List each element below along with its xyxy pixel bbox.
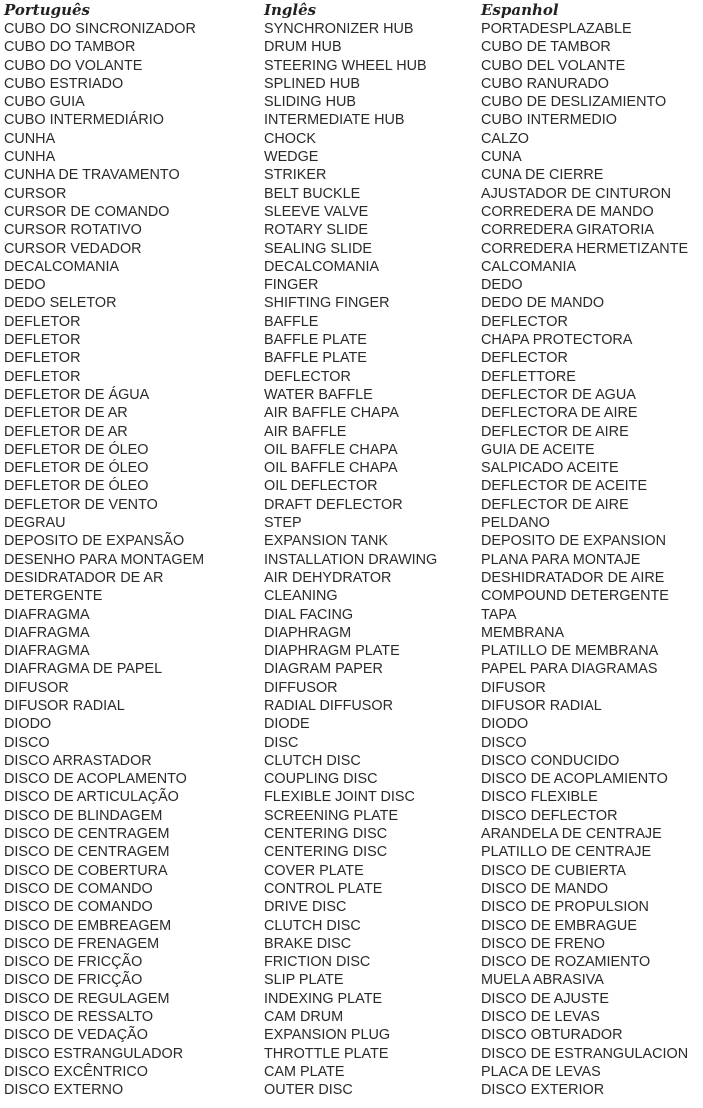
cell-english: COVER PLATE xyxy=(264,862,364,879)
cell-spanish: DEFLECTOR xyxy=(481,350,568,367)
cell-spanish: DEFLECTOR DE ACEITE xyxy=(481,478,648,495)
table-row xyxy=(0,294,703,312)
cell-spanish: CALCOMANIA xyxy=(481,258,577,275)
cell-english: STEERING WHEEL HUB xyxy=(264,57,427,74)
cell-spanish: DISCO OBTURADOR xyxy=(481,1027,623,1044)
table-row xyxy=(0,240,703,258)
cell-english: BRAKE DISC xyxy=(264,935,352,952)
table-row xyxy=(0,788,703,806)
cell-spanish: PORTADESPLAZABLE xyxy=(481,21,632,37)
cell-english: THROTTLE PLATE xyxy=(264,1045,389,1062)
table-row xyxy=(0,807,703,825)
cell-english: CLEANING xyxy=(264,588,338,605)
table-row xyxy=(0,368,703,386)
cell-spanish: CORREDERA HERMETIZANTE xyxy=(481,240,689,257)
table-row xyxy=(0,660,703,678)
cell-portuguese: DISCO DE COBERTURA xyxy=(4,862,168,879)
cell-portuguese: DISCO DE ACOPLAMENTO xyxy=(4,771,187,788)
cell-portuguese: DISCO ARRASTADOR xyxy=(4,752,152,769)
cell-spanish: DIFUSOR RADIAL xyxy=(481,697,602,714)
table-row xyxy=(0,953,703,971)
cell-portuguese: CUBO DO SINCRONIZADOR xyxy=(4,21,196,37)
cell-portuguese: CUNHA DE TRAVAMENTO xyxy=(4,167,180,184)
cell-portuguese: DISCO DE CENTRAGEM xyxy=(4,844,170,861)
cell-spanish: PLATILLO DE CENTRAJE xyxy=(481,844,652,861)
cell-spanish: DEFLECTORA DE AIRE xyxy=(481,405,638,422)
cell-english: DEFLECTOR xyxy=(264,368,351,385)
table-row xyxy=(0,1081,703,1099)
glossary-table xyxy=(0,20,703,1100)
table-row xyxy=(0,496,703,514)
cell-spanish: CUBO DE DESLIZAMIENTO xyxy=(481,94,667,111)
cell-english: SPLINED HUB xyxy=(264,75,360,92)
cell-portuguese: CUBO DO TAMBOR xyxy=(4,39,136,56)
cell-portuguese: CUBO ESTRIADO xyxy=(4,75,124,92)
cell-spanish: CUBO DEL VOLANTE xyxy=(481,57,626,74)
cell-english: AIR DEHYDRATOR xyxy=(264,569,392,586)
table-row xyxy=(0,514,703,532)
cell-spanish: CUBO DE TAMBOR xyxy=(481,39,611,56)
cell-portuguese: DISCO DE REGULAGEM xyxy=(4,990,170,1007)
cell-english: DRUM HUB xyxy=(264,39,342,56)
cell-spanish: PELDANO xyxy=(481,515,550,532)
table-row xyxy=(0,917,703,935)
cell-portuguese: DESIDRATADOR DE AR xyxy=(4,569,164,586)
cell-spanish: CALZO xyxy=(481,130,529,147)
table-row xyxy=(0,734,703,752)
cell-spanish: DISCO xyxy=(481,734,527,751)
cell-spanish: DEDO xyxy=(481,277,523,294)
table-row xyxy=(0,423,703,441)
table-row xyxy=(0,111,703,129)
cell-spanish: DEFLECTOR DE AIRE xyxy=(481,423,629,440)
cell-english: COUPLING DISC xyxy=(264,771,378,788)
cell-english: EXPANSION PLUG xyxy=(264,1027,391,1044)
cell-portuguese: DEFLETOR xyxy=(4,332,81,349)
cell-portuguese: DEFLETOR xyxy=(4,313,81,330)
cell-english: CAM DRUM xyxy=(264,1009,344,1026)
cell-english: CHOCK xyxy=(264,130,316,147)
table-row xyxy=(0,752,703,770)
cell-portuguese: DEFLETOR xyxy=(4,350,81,367)
cell-portuguese: DEFLETOR DE ÓLEO xyxy=(4,460,149,477)
header-spanish: Espanhol xyxy=(481,1,559,19)
cell-spanish: DISCO DE FRENO xyxy=(481,935,605,952)
cell-english: DIAL FACING xyxy=(264,606,354,623)
cell-english: CLUTCH DISC xyxy=(264,752,361,769)
cell-english: DRAFT DEFLECTOR xyxy=(264,496,403,513)
table-row xyxy=(0,715,703,733)
cell-english: RADIAL DIFFUSOR xyxy=(264,697,393,714)
table-row xyxy=(0,679,703,697)
cell-portuguese: DIAFRAGMA xyxy=(4,606,90,623)
cell-portuguese: DEFLETOR DE ÓLEO xyxy=(4,478,149,495)
cell-portuguese: DISCO DE FRICÇÃO xyxy=(4,972,143,989)
cell-english: DRIVE DISC xyxy=(264,899,347,916)
table-row xyxy=(0,313,703,331)
cell-english: BAFFLE xyxy=(264,313,319,330)
cell-portuguese: DISCO DE COMANDO xyxy=(4,899,153,916)
cell-portuguese: DETERGENTE xyxy=(4,588,103,605)
table-row xyxy=(0,880,703,898)
cell-english: DECALCOMANIA xyxy=(264,258,380,275)
table-row xyxy=(0,990,703,1008)
column-headers xyxy=(0,0,703,20)
cell-spanish: DISCO DE PROPULSION xyxy=(481,899,649,916)
table-row xyxy=(0,148,703,166)
table-row xyxy=(0,57,703,75)
cell-spanish: CUBO RANURADO xyxy=(481,75,609,92)
cell-english: SLIP PLATE xyxy=(264,972,344,989)
cell-portuguese: DEFLETOR xyxy=(4,368,81,385)
cell-spanish: CUNA xyxy=(481,149,522,166)
cell-spanish: DEPOSITO DE EXPANSION xyxy=(481,533,666,550)
cell-english: DIODE xyxy=(264,716,310,733)
table-row xyxy=(0,349,703,367)
cell-english: OUTER DISC xyxy=(264,1082,353,1099)
cell-english: BAFFLE PLATE xyxy=(264,332,367,349)
cell-portuguese: DEDO SELETOR xyxy=(4,295,117,312)
cell-english: AIR BAFFLE CHAPA xyxy=(264,405,399,422)
table-row xyxy=(0,221,703,239)
cell-spanish: DISCO DE ESTRANGULACION xyxy=(481,1045,689,1062)
cell-spanish: MEMBRANA xyxy=(481,624,565,641)
cell-english: FLEXIBLE JOINT DISC xyxy=(264,789,415,806)
cell-spanish: CORREDERA DE MANDO xyxy=(481,203,654,220)
cell-portuguese: DEFLETOR DE AR xyxy=(4,423,128,440)
cell-portuguese: CURSOR DE COMANDO xyxy=(4,203,170,220)
cell-spanish: DISCO DE EMBRAGUE xyxy=(481,917,637,934)
table-row xyxy=(0,203,703,221)
cell-english: CONTROL PLATE xyxy=(264,880,383,897)
cell-portuguese: CURSOR xyxy=(4,185,67,202)
table-row xyxy=(0,697,703,715)
cell-english: EXPANSION TANK xyxy=(264,533,388,550)
table-row xyxy=(0,1045,703,1063)
cell-english: OIL BAFFLE CHAPA xyxy=(264,460,398,477)
cell-spanish: DEDO DE MANDO xyxy=(481,295,605,312)
cell-spanish: GUIA DE ACEITE xyxy=(481,441,595,458)
cell-portuguese: CUNHA xyxy=(4,130,56,147)
cell-spanish: DISCO DE CUBIERTA xyxy=(481,862,626,879)
cell-english: ROTARY SLIDE xyxy=(264,222,368,239)
cell-portuguese: DIFUSOR xyxy=(4,679,69,696)
cell-english: WATER BAFFLE xyxy=(264,386,373,403)
cell-english: WEDGE xyxy=(264,149,319,166)
cell-english: CLUTCH DISC xyxy=(264,917,361,934)
cell-portuguese: DISCO xyxy=(4,734,50,751)
table-row xyxy=(0,898,703,916)
cell-spanish: DISCO DE LEVAS xyxy=(481,1009,600,1026)
table-row xyxy=(0,1063,703,1081)
cell-portuguese: DISCO ESTRANGULADOR xyxy=(4,1045,184,1062)
cell-spanish: DISCO DE AJUSTE xyxy=(481,990,609,1007)
cell-english: SHIFTING FINGER xyxy=(264,295,390,312)
cell-english: INSTALLATION DRAWING xyxy=(264,551,438,568)
cell-spanish: DISCO DE MANDO xyxy=(481,880,609,897)
table-row xyxy=(0,477,703,495)
cell-spanish: DISCO FLEXIBLE xyxy=(481,789,598,806)
cell-spanish: DISCO CONDUCIDO xyxy=(481,752,620,769)
table-row xyxy=(0,75,703,93)
cell-portuguese: DEFLETOR DE VENTO xyxy=(4,496,158,513)
cell-english: FINGER xyxy=(264,277,319,294)
cell-portuguese: DISCO DE BLINDAGEM xyxy=(4,807,163,824)
cell-spanish: CORREDERA GIRATORIA xyxy=(481,222,654,239)
cell-portuguese: DESENHO PARA MONTAGEM xyxy=(4,551,205,568)
cell-english: OIL BAFFLE CHAPA xyxy=(264,441,398,458)
cell-spanish: SALPICADO ACEITE xyxy=(481,460,619,477)
table-row xyxy=(0,1008,703,1026)
cell-english: FRICTION DISC xyxy=(264,954,371,971)
cell-spanish: CHAPA PROTECTORA xyxy=(481,332,633,349)
cell-spanish: DISCO EXTERIOR xyxy=(481,1082,605,1099)
table-row xyxy=(0,20,703,38)
cell-portuguese: DIODO xyxy=(4,716,52,733)
cell-english: SYNCHRONIZER HUB xyxy=(264,21,414,37)
table-row xyxy=(0,276,703,294)
cell-english: CENTERING DISC xyxy=(264,826,388,843)
cell-english: DIAGRAM PAPER xyxy=(264,661,383,678)
cell-spanish: DISCO DEFLECTOR xyxy=(481,807,618,824)
table-row xyxy=(0,935,703,953)
cell-portuguese: DISCO EXCÊNTRICO xyxy=(4,1063,148,1080)
cell-spanish: PLATILLO DE MEMBRANA xyxy=(481,643,659,660)
cell-english: SLEEVE VALVE xyxy=(264,203,369,220)
cell-spanish: MUELA ABRASIVA xyxy=(481,972,604,989)
table-row xyxy=(0,404,703,422)
cell-portuguese: CUBO DO VOLANTE xyxy=(4,57,143,74)
header-portuguese: Português xyxy=(4,1,91,19)
table-row xyxy=(0,843,703,861)
table-row xyxy=(0,185,703,203)
cell-portuguese: CUBO GUIA xyxy=(4,94,85,111)
cell-spanish: DEFLECTOR DE AIRE xyxy=(481,496,629,513)
table-row xyxy=(0,130,703,148)
cell-portuguese: DIFUSOR RADIAL xyxy=(4,697,125,714)
table-row xyxy=(0,569,703,587)
cell-spanish: CUNA DE CIERRE xyxy=(481,167,604,184)
cell-portuguese: DISCO DE VEDAÇÃO xyxy=(4,1027,148,1044)
cell-spanish: DISCO DE ACOPLAMIENTO xyxy=(481,771,668,788)
cell-portuguese: DEFLETOR DE ÓLEO xyxy=(4,441,149,458)
cell-portuguese: DIAFRAGMA xyxy=(4,643,90,660)
cell-english: DIFFUSOR xyxy=(264,679,338,696)
cell-portuguese: DISCO DE FRICÇÃO xyxy=(4,954,143,971)
cell-portuguese: DEFLETOR DE ÁGUA xyxy=(4,386,150,403)
cell-english: DISC xyxy=(264,734,299,751)
table-row xyxy=(0,587,703,605)
cell-spanish: TAPA xyxy=(481,606,517,623)
table-row xyxy=(0,532,703,550)
cell-spanish: CUBO INTERMEDIO xyxy=(481,112,617,129)
table-row xyxy=(0,459,703,477)
cell-portuguese: DISCO DE ARTICULAÇÃO xyxy=(4,789,179,806)
table-row xyxy=(0,825,703,843)
cell-spanish: PLANA PARA MONTAJE xyxy=(481,551,641,568)
cell-portuguese: CURSOR VEDADOR xyxy=(4,240,142,257)
cell-english: DIAPHRAGM xyxy=(264,624,352,641)
cell-english: SEALING SLIDE xyxy=(264,240,372,257)
table-row xyxy=(0,862,703,880)
cell-spanish: DIFUSOR xyxy=(481,679,546,696)
cell-spanish: DEFLECTOR DE AGUA xyxy=(481,386,636,403)
table-row xyxy=(0,624,703,642)
table-row xyxy=(0,606,703,624)
cell-english: STRIKER xyxy=(264,167,327,184)
cell-english: AIR BAFFLE xyxy=(264,423,347,440)
cell-spanish: PAPEL PARA DIAGRAMAS xyxy=(481,661,658,678)
cell-portuguese: DECALCOMANIA xyxy=(4,258,120,275)
cell-portuguese: DEPOSITO DE EXPANSÃO xyxy=(4,533,185,550)
cell-english: SLIDING HUB xyxy=(264,94,356,111)
cell-english: CAM PLATE xyxy=(264,1063,345,1080)
table-row xyxy=(0,331,703,349)
cell-portuguese: DISCO DE RESSALTO xyxy=(4,1009,154,1026)
table-row xyxy=(0,93,703,111)
cell-spanish: DIODO xyxy=(481,716,529,733)
cell-portuguese: DISCO DE COMANDO xyxy=(4,880,153,897)
cell-spanish: COMPOUND DETERGENTE xyxy=(481,588,669,605)
cell-english: BELT BUCKLE xyxy=(264,185,361,202)
table-row xyxy=(0,441,703,459)
table-row xyxy=(0,166,703,184)
table-row xyxy=(0,386,703,404)
cell-english: OIL DEFLECTOR xyxy=(264,478,378,495)
cell-portuguese: DIAFRAGMA xyxy=(4,624,90,641)
header-english: Inglês xyxy=(264,1,317,19)
table-row xyxy=(0,38,703,56)
cell-portuguese: DEFLETOR DE AR xyxy=(4,405,128,422)
cell-english: INDEXING PLATE xyxy=(264,990,383,1007)
cell-portuguese: DISCO DE EMBREAGEM xyxy=(4,917,172,934)
cell-english: STEP xyxy=(264,515,302,532)
cell-portuguese: DEGRAU xyxy=(4,515,66,532)
cell-portuguese: DISCO DE FRENAGEM xyxy=(4,935,160,952)
cell-spanish: DISCO DE ROZAMIENTO xyxy=(481,954,651,971)
cell-spanish: AJUSTADOR DE CINTURON xyxy=(481,185,672,202)
cell-portuguese: DIAFRAGMA DE PAPEL xyxy=(4,661,163,678)
cell-english: BAFFLE PLATE xyxy=(264,350,367,367)
cell-spanish: DEFLETTORE xyxy=(481,368,576,385)
cell-english: DIAPHRAGM PLATE xyxy=(264,643,400,660)
table-row xyxy=(0,770,703,788)
table-row xyxy=(0,258,703,276)
cell-english: SCREENING PLATE xyxy=(264,807,399,824)
cell-portuguese: DISCO DE CENTRAGEM xyxy=(4,826,170,843)
cell-portuguese: DEDO xyxy=(4,277,46,294)
cell-spanish: PLACA DE LEVAS xyxy=(481,1063,601,1080)
cell-spanish: DEFLECTOR xyxy=(481,313,568,330)
cell-spanish: DESHIDRATADOR DE AIRE xyxy=(481,569,665,586)
cell-english: CENTERING DISC xyxy=(264,844,388,861)
table-row xyxy=(0,1026,703,1044)
cell-portuguese: CURSOR ROTATIVO xyxy=(4,222,142,239)
cell-portuguese: CUNHA xyxy=(4,149,56,166)
table-row xyxy=(0,551,703,569)
cell-spanish: ARANDELA DE CENTRAJE xyxy=(481,826,662,843)
cell-portuguese: CUBO INTERMEDIÁRIO xyxy=(4,112,164,129)
cell-english: INTERMEDIATE HUB xyxy=(264,112,405,129)
table-row xyxy=(0,971,703,989)
table-row xyxy=(0,642,703,660)
cell-portuguese: DISCO EXTERNO xyxy=(4,1082,124,1099)
